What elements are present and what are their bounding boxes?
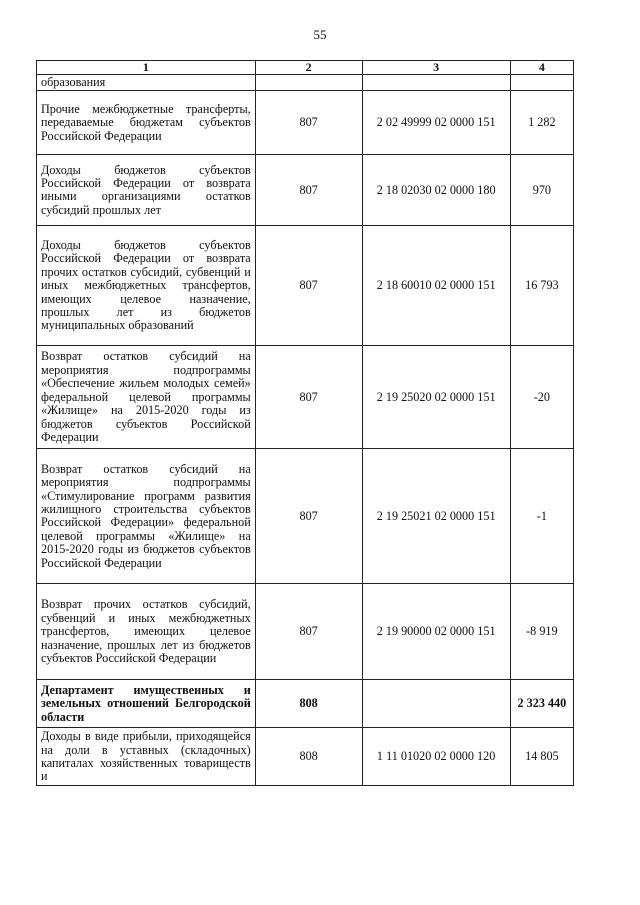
table-header-row (37, 61, 574, 75)
row-name: Доходы бюджетов субъектов Российской Федерации от возврата иными организациями остатков субсидий прошлых лет (37, 155, 256, 226)
page-number: 55 (313, 27, 327, 42)
row-admin-code: 807 (255, 226, 362, 346)
row-budget-code: 1 11 01020 02 0000 120 (362, 728, 510, 786)
table-row (37, 680, 574, 728)
row-admin-code: 807 (255, 91, 362, 155)
row-budget-code: 2 19 90000 02 0000 151 (362, 584, 510, 680)
table-row (37, 346, 574, 449)
row-name: Прочие межбюджетные трансферты, передаваемые бюджетам субъектов Российской Федерации (37, 91, 256, 155)
header-col-2: 2 (255, 61, 362, 75)
table-row (37, 728, 574, 786)
row-admin-code: 807 (255, 155, 362, 226)
row-amount: -8 919 (510, 584, 573, 680)
row-name: Возврат остатков субсидий на мероприятия подпрограммы «Обеспечение жильем молодых семей» федеральной целевой программы «Жилище» на 2015-2020 годы из бюджетов субъектов Российской Федерации (37, 346, 256, 449)
row-name: Возврат остатков субсидий на мероприятия подпрограммы «Стимулирование программ развития жилищного строительства субъектов Российской Федерации» федеральной целевой программы «Жилище» на 2015-2020 годы из бюджетов субъектов Российской Федерации (37, 449, 256, 584)
row-budget-code: 2 02 49999 02 0000 151 (362, 91, 510, 155)
row-amount: 2 323 440 (510, 680, 573, 728)
empty-cell (362, 75, 510, 91)
row-name: Доходы бюджетов субъектов Российской Федерации от возврата прочих остатков субсидий, субвенций и иных межбюджетных трансфертов, имеющих целевое назначение, прошлых лет из бюджетов муниципальных образований (37, 226, 256, 346)
row-name: Возврат прочих остатков субсидий, субвенций и иных межбюджетных трансфертов, имеющих целевое назначение, прошлых лет из бюджетов субъектов Российской Федерации (37, 584, 256, 680)
header-col-1: 1 (37, 61, 256, 75)
continuation-row (37, 75, 574, 91)
row-admin-code: 807 (255, 584, 362, 680)
header-col-4: 4 (510, 61, 573, 75)
table-row (37, 91, 574, 155)
header-col-3: 3 (362, 61, 510, 75)
table-row (37, 226, 574, 346)
row-amount: 1 282 (510, 91, 573, 155)
row-admin-code: 808 (255, 680, 362, 728)
row-amount: 14 805 (510, 728, 573, 786)
row-amount: 16 793 (510, 226, 573, 346)
row-budget-code (362, 680, 510, 728)
row-admin-code: 807 (255, 449, 362, 584)
row-admin-code: 808 (255, 728, 362, 786)
row-name: Доходы в виде прибыли, приходящейся на доли в уставных (складочных) капиталах хозяйственных товариществ и (37, 728, 256, 786)
row-name: Департамент имущественных и земельных отношений Белгородской области (37, 680, 256, 728)
row-admin-code: 807 (255, 346, 362, 449)
table-row (37, 584, 574, 680)
row-budget-code: 2 18 60010 02 0000 151 (362, 226, 510, 346)
row-budget-code: 2 19 25020 02 0000 151 (362, 346, 510, 449)
empty-cell (510, 75, 573, 91)
continuation-text: образования (37, 75, 256, 91)
row-budget-code: 2 19 25021 02 0000 151 (362, 449, 510, 584)
row-amount: -1 (510, 449, 573, 584)
row-budget-code: 2 18 02030 02 0000 180 (362, 155, 510, 226)
table-row (37, 449, 574, 584)
table-row (37, 155, 574, 226)
revenue-table (36, 60, 574, 786)
row-amount: -20 (510, 346, 573, 449)
row-amount: 970 (510, 155, 573, 226)
empty-cell (255, 75, 362, 91)
